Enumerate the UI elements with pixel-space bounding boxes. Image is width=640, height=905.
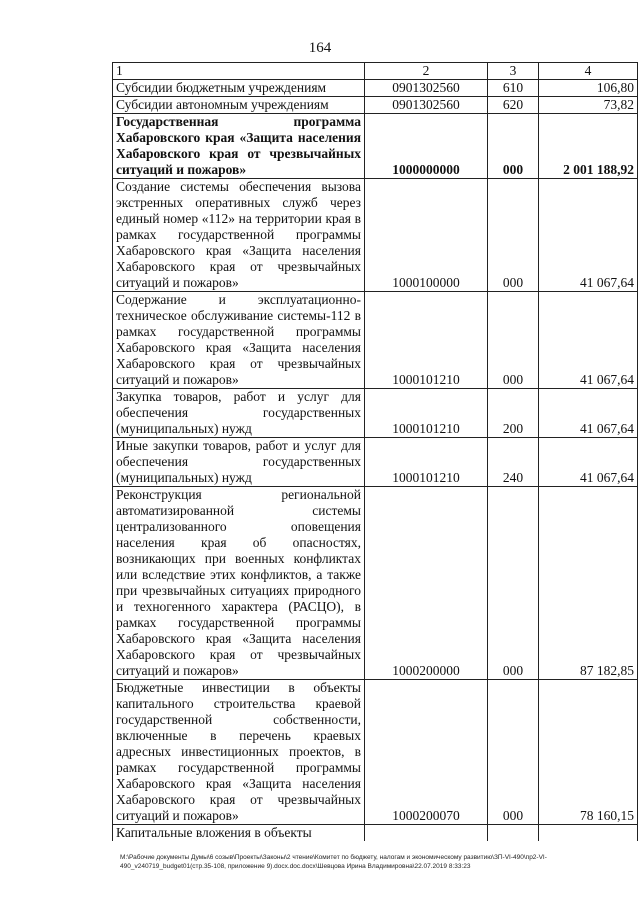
row-amount: 41 067,64: [539, 438, 638, 487]
row-amount: 73,82: [539, 97, 638, 114]
row-code: 1000101210: [365, 292, 488, 389]
row-type: 000: [488, 292, 539, 389]
table-row: [113, 179, 638, 292]
row-type: 000: [488, 680, 539, 825]
row-type: [488, 825, 539, 842]
row-type: 000: [488, 487, 539, 680]
row-name: Иные закупки товаров, работ и услуг для обеспечения государственных (муниципальных) нужд: [113, 438, 365, 487]
row-name: Субсидии бюджетным учреждениям: [113, 80, 365, 97]
page-number: 164: [308, 40, 332, 56]
header-col-3: 3: [488, 63, 539, 80]
row-amount: [539, 825, 638, 842]
file-path-footer: М:\Рабочие документы Думы\6 созыв\Проекты\Законы\2 чтение\Комитет по бюджету, налогам и экономическому развитию\ЗП-VI-490\пр2-VI-490_v240719_budget01(стр.35-108, приложение 9).docx.doc.docx\Шевцова Ирина Владимировна\22.07.2019 8:33:23: [120, 854, 547, 870]
table-row: [113, 80, 638, 97]
table-row: [113, 389, 638, 438]
table-row-program: [113, 114, 638, 179]
row-name: Бюджетные инвестиции в объекты капитального строительства краевой государственной собственности, включенные в перечень краевых адресных инвестиционных проектов, в рамках государственной программы Хабаровского края «Защита населения Хабаровского края от чрезвычайных ситуаций и пожаров»: [113, 680, 365, 825]
table-header-row: [113, 63, 638, 80]
table-row: [113, 292, 638, 389]
row-amount: 2 001 188,92: [539, 114, 638, 179]
row-code: 1000101210: [365, 438, 488, 487]
row-amount: 106,80: [539, 80, 638, 97]
row-code: 0901302560: [365, 80, 488, 97]
row-name: Государственная программа Хабаровского края «Защита населения Хабаровского края от чрезвычайных ситуаций и пожаров»: [113, 114, 365, 179]
row-name: Капитальные вложения в объекты: [113, 825, 365, 842]
table-row: [113, 680, 638, 825]
row-amount: 41 067,64: [539, 292, 638, 389]
row-amount: 41 067,64: [539, 389, 638, 438]
header-col-2: 2: [365, 63, 488, 80]
row-name: Содержание и эксплуатационно-техническое обслуживание системы-112 в рамках государственной программы Хабаровского края «Защита населения Хабаровского края от чрезвычайных ситуаций и пожаров»: [113, 292, 365, 389]
row-code: 0901302560: [365, 97, 488, 114]
row-code: [365, 825, 488, 842]
row-type: 240: [488, 438, 539, 487]
row-code: 1000000000: [365, 114, 488, 179]
row-code: 1000100000: [365, 179, 488, 292]
table-row: [113, 97, 638, 114]
table-row: [113, 487, 638, 680]
row-type: 000: [488, 179, 539, 292]
row-type: 610: [488, 80, 539, 97]
header-col-1: 1: [113, 63, 365, 80]
row-name: Субсидии автономным учреждениям: [113, 97, 365, 114]
table-row-continued: [113, 825, 638, 842]
row-amount: 78 160,15: [539, 680, 638, 825]
row-type: 000: [488, 114, 539, 179]
row-code: 1000101210: [365, 389, 488, 438]
row-code: 1000200070: [365, 680, 488, 825]
budget-table: [112, 62, 638, 841]
row-code: 1000200000: [365, 487, 488, 680]
header-col-4: 4: [539, 63, 638, 80]
row-type: 620: [488, 97, 539, 114]
row-type: 200: [488, 389, 539, 438]
row-amount: 41 067,64: [539, 179, 638, 292]
table-row: [113, 438, 638, 487]
row-name: Создание системы обеспечения вызова экстренных оперативных служб через единый номер «112» на территории края в рамках государственной программы Хабаровского края «Защита населения Хабаровского края от чрезвычайных ситуаций и пожаров»: [113, 179, 365, 292]
row-amount: 87 182,85: [539, 487, 638, 680]
row-name: Закупка товаров, работ и услуг для обеспечения государственных (муниципальных) нужд: [113, 389, 365, 438]
row-name: Реконструкция региональной автоматизированной системы централизованного оповещения населения края об опасностях, возникающих при военных конфликтах или вследствие этих конфликтов, а также при чрезвычайных ситуациях природного и техногенного характера (РАСЦО), в рамках государственной программы Хабаровского края «Защита населения Хабаровского края от чрезвычайных ситуаций и пожаров»: [113, 487, 365, 680]
